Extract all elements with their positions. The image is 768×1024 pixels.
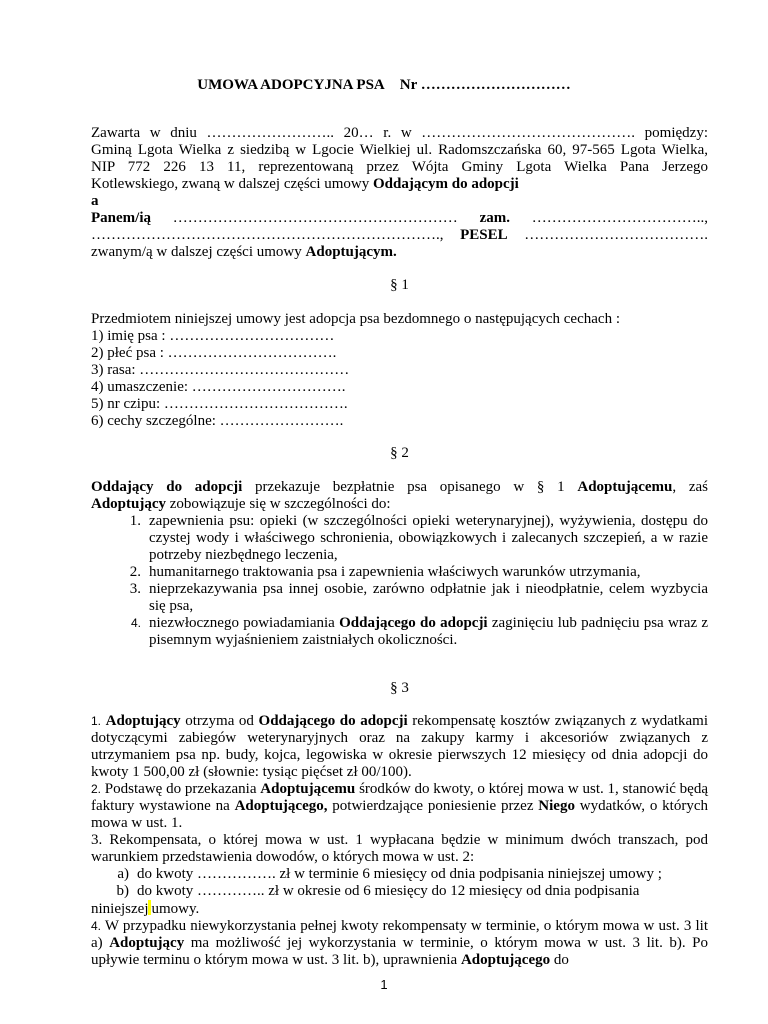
adopter-ref: Adoptujący (91, 496, 167, 512)
feature-chip: 5) nr czipu: ………………………………. (91, 396, 348, 412)
adopter-ref: Adoptującemu (260, 781, 356, 797)
section-1-lead: Przedmiotem niniejszej umowy jest adopcja psa bezdomnego o następujących cechach : (91, 311, 620, 327)
intro-line-1: Zawarta w dniu …………………….. 20… r. w ……………………………………. pomiędzy: (91, 125, 708, 141)
clause-3-item-a (91, 866, 708, 883)
item-number: 3. (129, 581, 141, 597)
clause-text: potwierdzające poniesienie przez (327, 798, 539, 814)
section-3-heading: § 3 (390, 680, 409, 696)
feature-name: 1) imię psa : …………………………… (91, 328, 335, 344)
clause-number: 2. (91, 782, 102, 796)
clause-text: środków do kwoty, o której mowa w ust. 1, stanowić będą faktury wystawione na (91, 781, 708, 814)
item-text-part: zaginięciu lub padnięciu psa wraz z pisemnym wyjaśnieniem zaistniałych okoliczności. (149, 615, 709, 648)
feature-breed: 3) rasa: …………………………………… (91, 362, 350, 378)
obligation-item-2 (91, 564, 708, 581)
s2-text: zobowiązuje się w szczególności do: (166, 496, 391, 512)
adopter-ref: Adoptujący (109, 935, 185, 951)
adopter-ref: Niego (538, 798, 575, 814)
clause-text: rekompensatę kosztów związanych z wydatkami dotyczącymi zabiegów weterynaryjnych oraz na zakupy karmy i akcesoriów związanych z utrzymaniem psa np. budy, kojca, legowiska w okresie pierwszych 12 miesięcy od dnia adopcji do kwoty 1 500,00 zł (słownie: tysiąc pięćset zł 00/100). (91, 713, 709, 780)
section-2-body (91, 479, 708, 649)
party-donor-name: Oddającym do adopcji (373, 176, 519, 192)
obligation-item-4 (91, 615, 708, 649)
clause-number: 1. (91, 714, 102, 728)
document-title (0, 77, 768, 94)
item-text: umowy. (151, 901, 200, 917)
intro-line-2: Gminą Lgota Wielka z siedzibą w Lgocie Wielkiej ul. Radomszczańska 60, 97-565 Lgota Wielka, (91, 142, 708, 158)
item-text: zapewnienia psu: opieki (w szczególności opieki weterynaryjnej), wyżywienia, dostępu do czystej wody i właściwego schronienia, obowiązkowych i zalecanych szczepień, a w razie potrzeby niezbędnego leczenia, (149, 513, 708, 563)
clause-4 (91, 918, 708, 969)
obligation-item-3 (91, 581, 708, 615)
intro-line-8 (91, 244, 708, 261)
party-adopter-name: Adoptującym. (305, 244, 397, 260)
adopter-ref: Adoptującemu (577, 479, 673, 495)
donor-ref: Oddającego do adopcji (339, 615, 488, 631)
item-text: do kwoty ………….. zł w okresie od 6 miesięcy do 12 miesięcy od dnia podpisania (137, 883, 640, 899)
clause-text: wydatków, o których mowa w ust. 1. (91, 798, 708, 831)
donor-ref: Oddającego do adopcji (258, 713, 408, 729)
s2-text: , zaś (672, 479, 709, 495)
section-1-body (91, 311, 708, 430)
agreement-number: Nr ………………………… (399, 77, 571, 93)
clause-text: do (550, 952, 569, 968)
feature-sex: 2) płeć psa : ……………………………. (91, 345, 337, 361)
clause-text: Podstawę do przekazania (101, 781, 261, 797)
clause-3: 3. Rekompensata, o której mowa w ust. 1 wypłacana będzie w minimum dwóch transzach, pod warunkiem przedstawienia dowodów, o których mowa w ust. 2: (91, 832, 708, 865)
clause-text: W przypadku niewykorzystania pełnej kwoty rekompensaty w terminie, o którym mowa w ust. 3 lit a) (91, 918, 708, 951)
item-text-part: niezwłocznego powiadamiania (149, 615, 340, 631)
section-3-body (91, 713, 708, 969)
intro-line-3: NIP 772 226 13 11, reprezentowaną przez Wójta Gminy Lgota Wielka Pana Jerzego (91, 159, 708, 175)
donor-ref: Oddający do adopcji (91, 479, 243, 495)
intro-line-4 (91, 176, 708, 193)
intro-line-6 (91, 210, 708, 227)
item-number: 2. (129, 564, 141, 580)
section-2-lead-2 (91, 496, 708, 513)
adopter-label: Panem/ią (91, 210, 151, 226)
item-text: nieprzekazywania psa innej osobie, zarówno odpłatnie jak i nieodpłatnie, celem wyzbycia się psa, (149, 581, 708, 614)
adopter-ref: Adoptującego (460, 952, 551, 968)
item-text: do kwoty ……………. zł w terminie 6 miesięcy od dnia podpisania niniejszej umowy ; (137, 866, 662, 882)
item-letter: b) (116, 883, 129, 899)
clause-text: ma możliwość jej wykorzystania w terminie, o którym mowa w ust. 3 lit. b). Po upływie terminu o którym mowa w ust. 3 lit. b), uprawnienia (91, 935, 709, 968)
item-number: 4. (130, 616, 141, 630)
clause-3-item-b (91, 883, 708, 900)
pesel-blank: ………………………………. (507, 227, 708, 243)
s2-text: przekazuje bezpłatnie psa opisanego w § 1 (242, 479, 578, 495)
intro-text-adopter: zwanym/ą w dalszej części umowy (91, 244, 306, 260)
section-1-heading: § 1 (390, 277, 409, 293)
adopter-ref: Adoptującego, (234, 798, 328, 814)
item-text: niniejszej (91, 901, 149, 917)
clause-1 (91, 713, 708, 781)
feature-special: 6) cechy szczególne: ……………………. (91, 413, 344, 429)
conjunction-a: a (91, 193, 99, 209)
address-blank: …………………………….., (509, 210, 708, 226)
section-2-lead-1 (91, 479, 708, 496)
clause-number: 4. (91, 919, 102, 933)
address-blank-cont: ……………………………………………………………., (91, 227, 461, 243)
clause-text: otrzyma od (180, 713, 259, 729)
item-text: humanitarnego traktowania psa i zapewnienia właściwych warunków utrzymania, (149, 564, 641, 580)
intro-line-7 (91, 227, 708, 244)
adopter-ref: Adoptujący (105, 713, 181, 729)
clause-2 (91, 781, 708, 832)
clause-3-item-b-cont (91, 900, 708, 918)
adopter-name-blank: ………………………………………………… (151, 210, 480, 226)
feature-coat: 4) umaszczenie: …………………………. (91, 379, 346, 395)
page-number: 1 (380, 977, 388, 992)
title-text: UMOWA ADOPCYJNA PSA (197, 77, 385, 93)
section-2-heading: § 2 (390, 445, 409, 461)
obligation-item-1 (91, 513, 708, 564)
item-number: 1. (129, 513, 141, 529)
parties-paragraph (91, 125, 708, 261)
intro-text: Kotlewskiego, zwaną w dalszej części umowy (91, 176, 373, 192)
pesel-label: PESEL (460, 227, 508, 243)
address-label: zam. (479, 210, 510, 226)
item-letter: a) (117, 866, 129, 882)
item-text (149, 615, 708, 649)
